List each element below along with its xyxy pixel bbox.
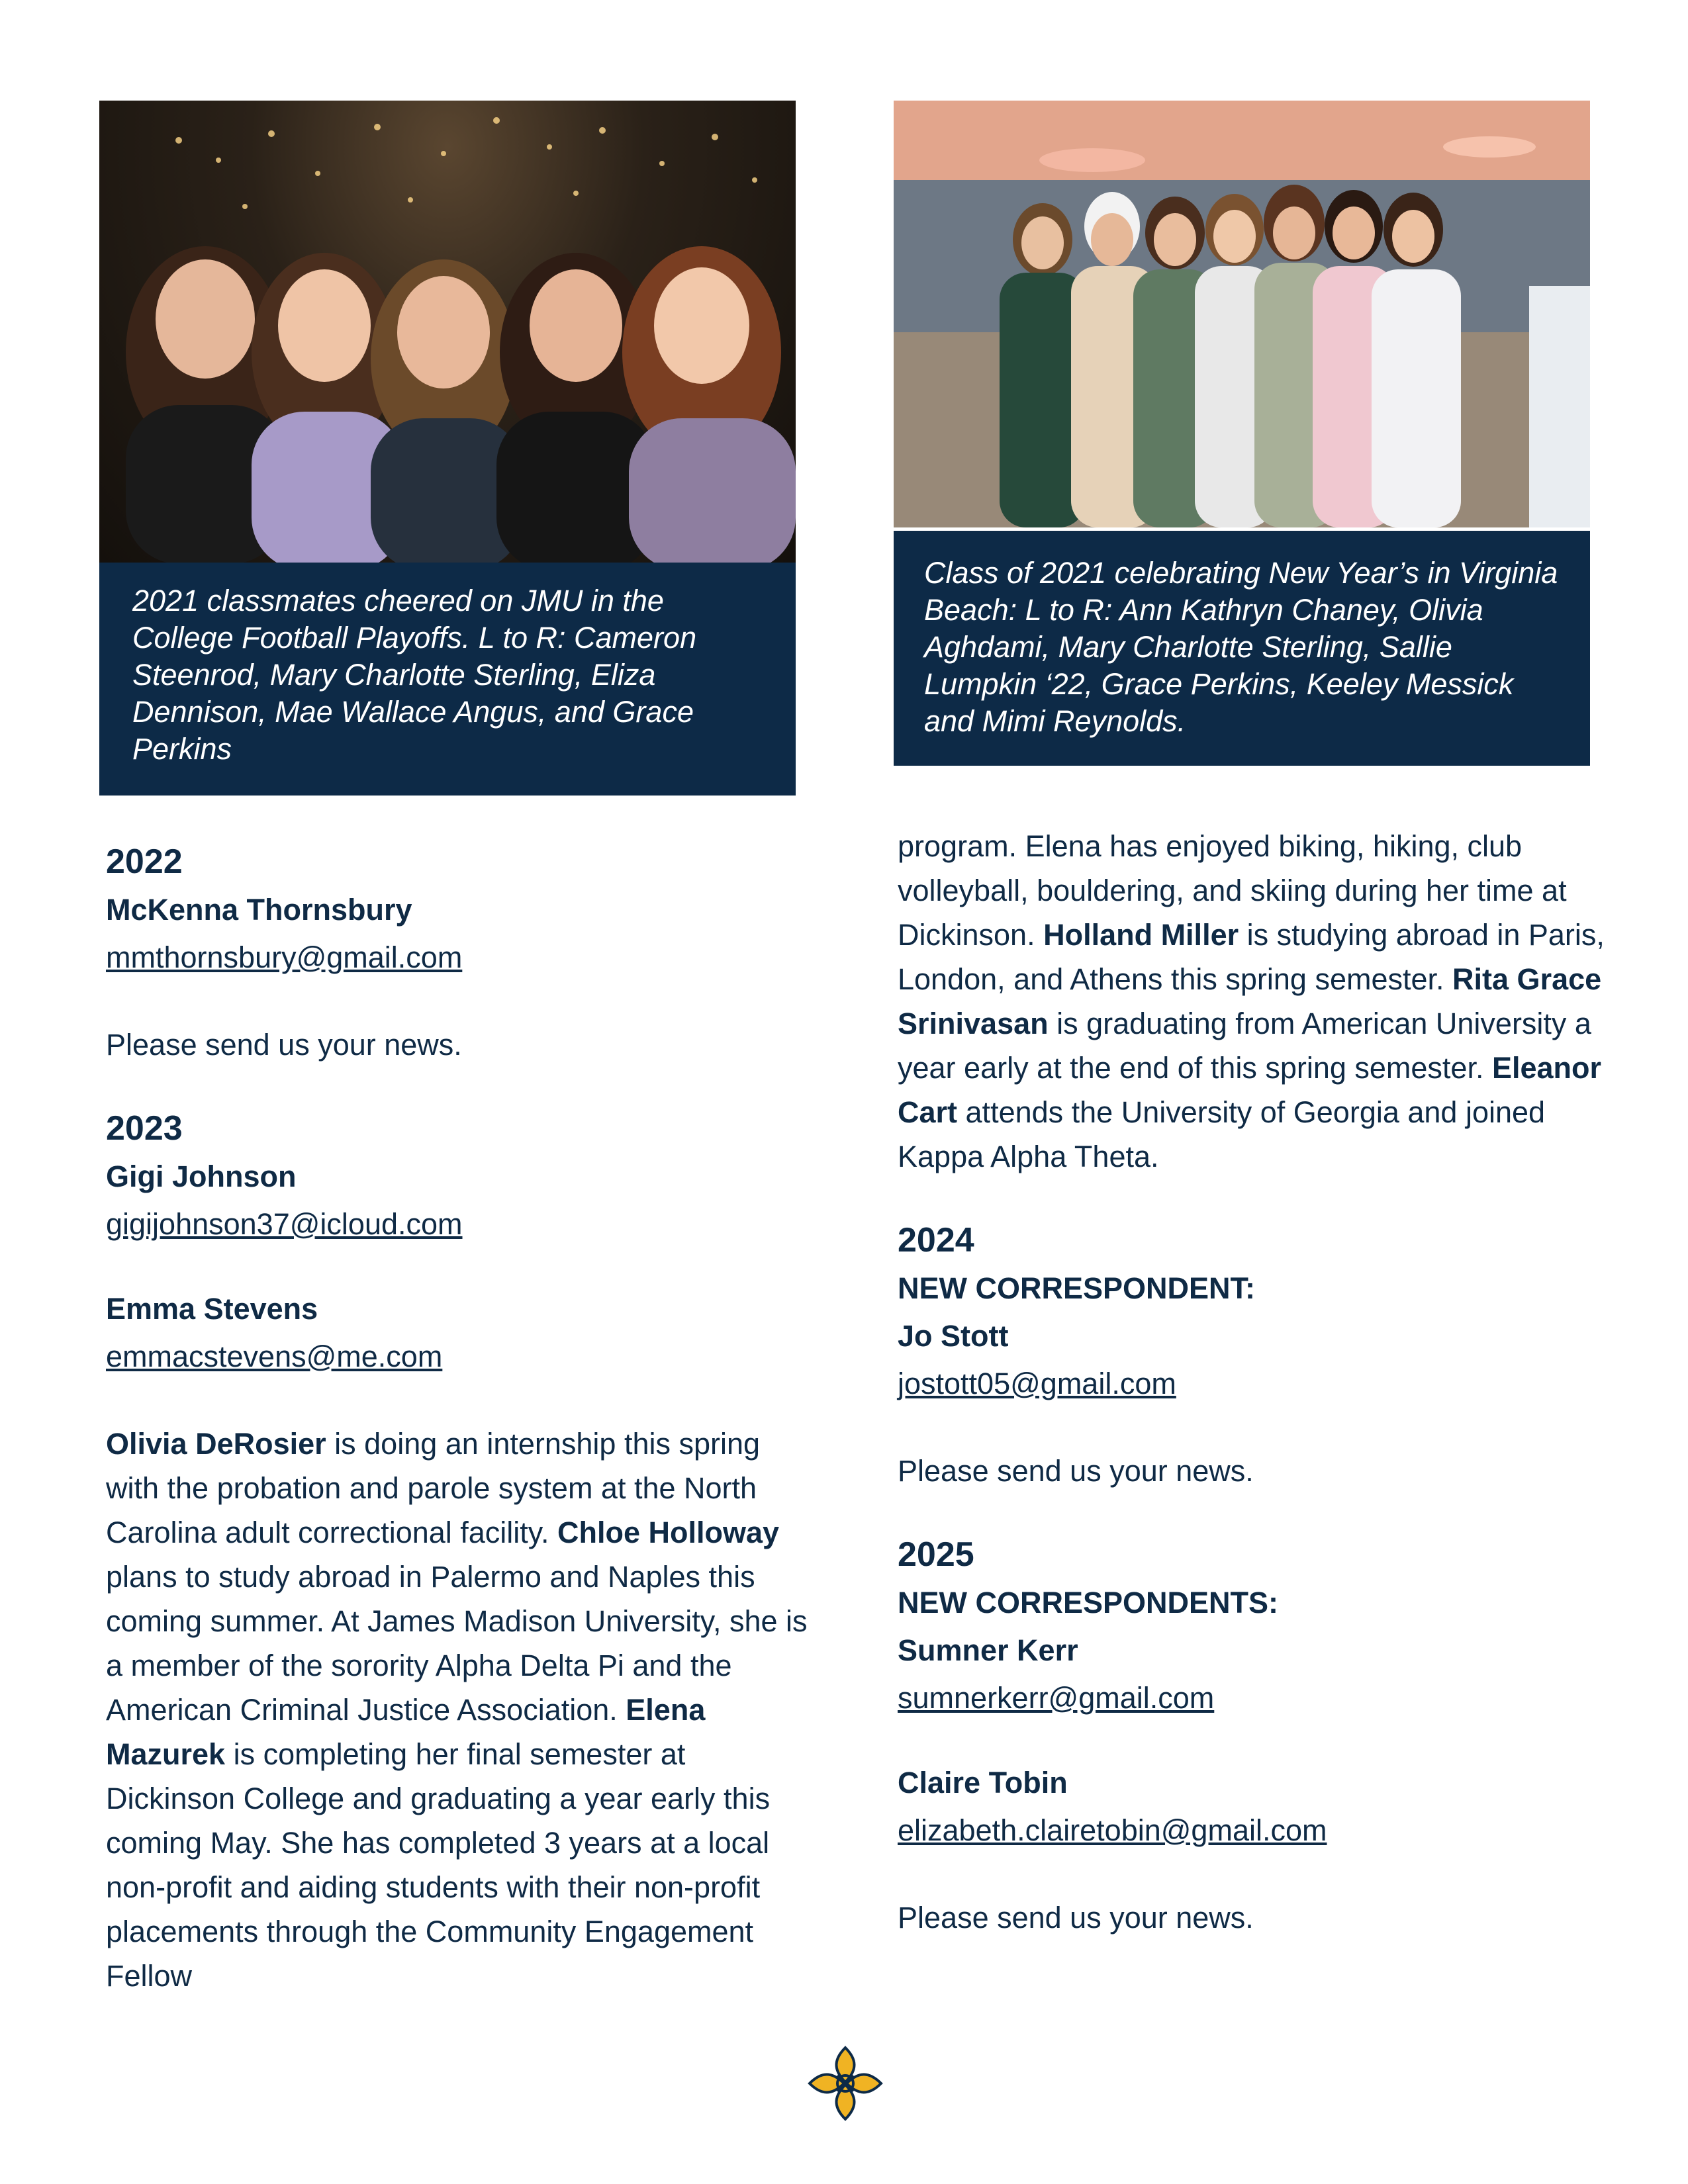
class-news-paragraph: [106, 1422, 808, 1998]
news-text: is doing an internship this spring with the probation and parole system at the North Carolina adult correctional facility.: [106, 1427, 761, 1549]
correspondent-email-link[interactable]: sumnerkerr@gmail.com: [898, 1681, 1215, 1715]
news-text: plans to study abroad in Palermo and Naples this coming summer. At James Madison University, she is a member of the sorority Alpha Delta Pi and the American Criminal Justice Association.: [106, 1560, 808, 1727]
correspondent-name: Jo Stott: [898, 1319, 1009, 1353]
caption-jmu-playoffs: 2021 classmates cheered on JMU in the College Football Playoffs. L to R: Cameron Steenrod, Mary Charlotte Sterling, Eliza Dennison, Mae Wallace Angus, and Grace Perkins: [99, 563, 796, 796]
photo-jmu-playoffs: [99, 101, 796, 563]
classmate-name: Olivia DeRosier: [106, 1427, 326, 1461]
year-heading-2025: 2025: [898, 1535, 974, 1574]
correspondent-name: Emma Stevens: [106, 1292, 318, 1326]
new-correspondent-label: NEW CORRESPONDENT:: [898, 1271, 1256, 1305]
year-heading-2022: 2022: [106, 842, 183, 881]
classmate-name: Holland Miller: [1043, 918, 1239, 952]
right-column: [898, 824, 1613, 1940]
caption-virginia-beach: Class of 2021 celebrating New Year’s in Virginia Beach: L to R: Ann Kathryn Chaney, Olivia Aghdami, Mary Charlotte Sterling, Sallie Lumpkin ‘22, Grace Perkins, Keeley Messick and Mimi Reynolds.: [894, 531, 1590, 766]
year-heading-2023: 2023: [106, 1109, 183, 1148]
correspondent-email-link[interactable]: jostott05@gmail.com: [898, 1367, 1176, 1400]
correspondent-name: McKenna Thornsbury: [106, 893, 412, 927]
news-request-note: Please send us your news.: [106, 1028, 462, 1062]
correspondent-name: Sumner Kerr: [898, 1633, 1078, 1667]
news-text: attends the University of Georgia and joined Kappa Alpha Theta.: [898, 1095, 1546, 1173]
classmate-name: Elena Mazurek: [106, 1693, 706, 1771]
news-text: is graduating from American University a year early at the end of this spring semester.: [898, 1007, 1591, 1085]
correspondent-email-link[interactable]: emmacstevens@me.com: [106, 1340, 443, 1373]
news-request-note: Please send us your news.: [898, 1454, 1254, 1488]
correspondent-name: Gigi Johnson: [106, 1160, 297, 1193]
classmate-name: Chloe Holloway: [557, 1516, 780, 1549]
news-request-note: Please send us your news.: [898, 1901, 1254, 1934]
photo-virginia-beach: [894, 101, 1590, 527]
classmate-name: Rita Grace Srinivasan: [898, 962, 1602, 1040]
correspondent-email-link[interactable]: mmthornsbury@gmail.com: [106, 940, 463, 974]
quatrefoil-cross-icon: [806, 2044, 885, 2123]
correspondent-email-link[interactable]: elizabeth.clairetobin@gmail.com: [898, 1813, 1327, 1847]
correspondent-email-link[interactable]: gigijohnson37@icloud.com: [106, 1207, 463, 1241]
photo-placeholder-graphic: [894, 101, 1590, 527]
classmate-name: Eleanor Cart: [898, 1051, 1602, 1129]
class-news-paragraph-continued: [898, 824, 1613, 1179]
left-column: [106, 837, 808, 1998]
correspondent-name: Claire Tobin: [898, 1766, 1068, 1799]
new-correspondents-label: NEW CORRESPONDENTS:: [898, 1586, 1279, 1619]
news-text: is completing her final semester at Dickinson College and graduating a year early this coming May. She has completed 3 years at a local non-profit and aiding students with their non-profit placements through the Community Engagement Fellow: [106, 1737, 771, 1993]
news-text: is studying abroad in Paris, London, and Athens this spring semester.: [898, 918, 1605, 996]
photo-placeholder-graphic: [99, 101, 796, 563]
news-text: program. Elena has enjoyed biking, hiking, club volleyball, bouldering, and skiing during her time at Dickinson.: [898, 829, 1567, 952]
year-heading-2024: 2024: [898, 1221, 974, 1259]
